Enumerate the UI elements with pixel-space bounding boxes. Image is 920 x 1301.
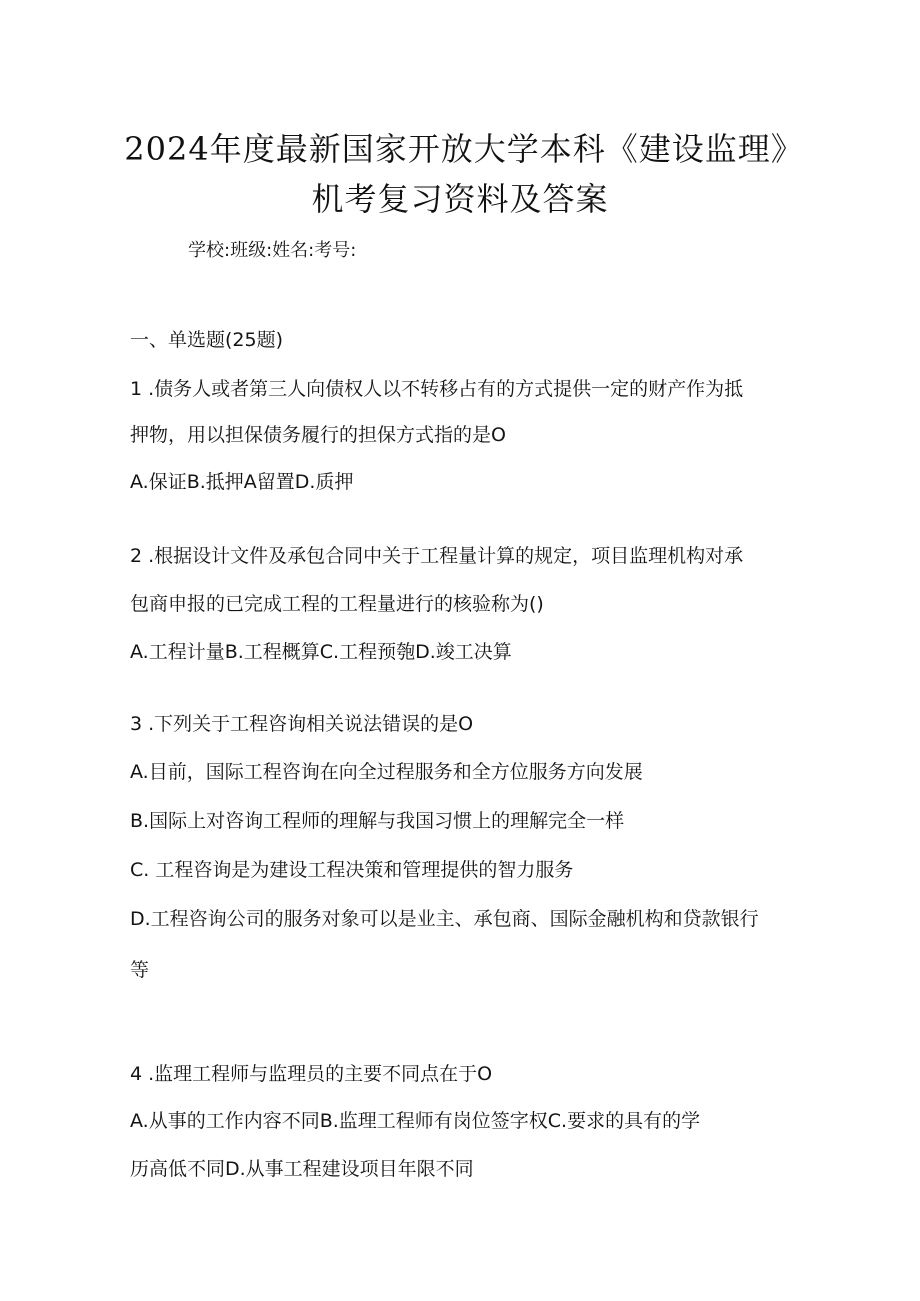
question-2-stem-line-1: 2 .根据设计文件及承包合同中关于工程量计算的规定，项目监理机构对承 [130,545,744,567]
question-3-option-a: A.目前，国际工程咨询在向全过程服务和全方位服务方向发展 [130,761,643,783]
question-3-option-d-line-2: 等 [130,959,150,981]
question-3-option-d-line-1: D.工程咨询公司的服务对象可以是业主、承包商、国际金融机构和贷款银行 [130,908,759,930]
question-2-options: A.工程计量B.工程概算C.工程预匏D.竣工决算 [130,641,512,663]
question-1-stem-line-2: 押物，用以担保债务履行的担保方式指的是O [130,424,506,446]
question-4-stem: 4 .监理工程师与监理员的主要不同点在于O [130,1063,493,1085]
document-title-line-2: 机考复习资料及答案 [311,180,609,218]
section-heading: 一、单选题(25题) [130,329,284,351]
question-4-options-line-2: 历高低不同D.从事工程建设项目年限不同 [130,1158,474,1180]
question-3-option-c: C. 工程咨询是为建设工程决策和管理提供的智力服务 [130,859,574,881]
question-1-options: A.保证B.抵押A留置D.质押 [130,471,354,493]
question-3-option-b: B.国际上对咨询工程师的理解与我国习惯上的理解完全一样 [130,810,625,832]
question-4-options-line-1: A.从事的工作内容不同B.监理工程师有岗位签字权C.要求的具有的学 [130,1110,701,1132]
document-title-line-1: 2024年度最新国家开放大学本科《建设监理》 [124,130,804,168]
student-info-line: 学校:班级:姓名:考号: [188,240,357,261]
question-1-stem-line-1: 1 .债务人或者第三人向债权人以不转移占有的方式提供一定的财产作为抵 [130,378,744,400]
question-2-stem-line-2: 包商申报的已完成工程的工程量进行的核验称为() [130,593,544,615]
question-3-stem: 3 .下列关于工程咨询相关说法错误的是O [130,713,474,735]
